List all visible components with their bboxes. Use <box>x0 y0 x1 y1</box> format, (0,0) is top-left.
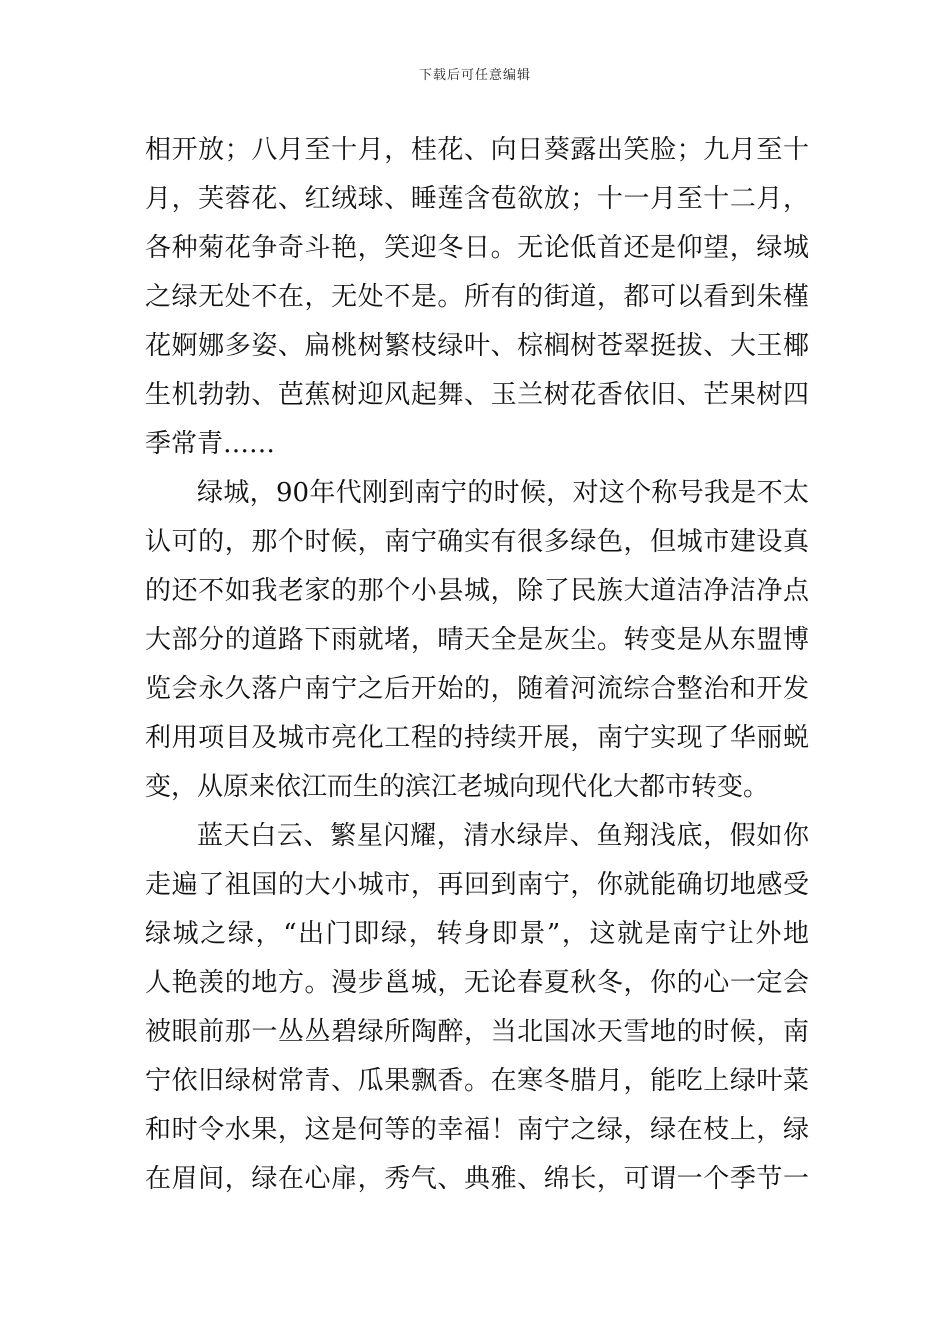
text-line: 大部分的道路下雨就堵，晴天全是灰尘。转变是从东盟博 <box>145 625 809 655</box>
text-line: 绿城之绿，“出门即绿，转身即景”，这就是南宁让外地 <box>145 919 809 949</box>
text-line: 在眉间，绿在心扉，秀气、典雅、绵长，可谓一个季节一 <box>145 1164 809 1194</box>
text-line: 认可的，那个时候，南宁确实有很多绿色，但城市建设真 <box>145 527 809 557</box>
text-line: 变，从原来依江而生的滨江老城向现代化大都市转变。 <box>145 772 770 802</box>
text-line: 花婀娜多姿、扁桃树繁枝绿叶、棕榈树苍翠挺拔、大王椰 <box>145 331 809 361</box>
page-header-note: 下载后可任意编辑 <box>418 68 531 83</box>
text-line: 人艳羡的地方。漫步邕城，无论春夏秋冬，你的心一定会 <box>145 968 809 998</box>
text-line: 和时令水果，这是何等的幸福！南宁之绿，绿在枝上，绿 <box>145 1115 809 1145</box>
document-body <box>145 126 809 1204</box>
text-line: 蓝天白云、繁星闪耀，清水绿岸、鱼翔浅底，假如你 <box>197 821 809 851</box>
text-line: 宁依旧绿树常青、瓜果飘香。在寒冬腊月，能吃上绿叶菜 <box>145 1066 809 1096</box>
text-line: 被眼前那一丛丛碧绿所陶醉，当北国冰天雪地的时候，南 <box>145 1017 809 1047</box>
text-line: 之绿无处不在，无处不是。所有的街道，都可以看到朱槿 <box>145 282 809 312</box>
text-line: 相开放；八月至十月，桂花、向日葵露出笑脸；九月至十 <box>145 135 809 165</box>
text-line: 月，芙蓉花、红绒球、睡莲含苞欲放；十一月至十二月， <box>145 184 809 214</box>
text-line: 的还不如我老家的那个小县城，除了民族大道洁净洁净点 <box>145 576 809 606</box>
text-line: 览会永久落户南宁之后开始的，随着河流综合整治和开发 <box>145 674 809 704</box>
text-line: 走遍了祖国的大小城市，再回到南宁，你就能确切地感受 <box>145 870 809 900</box>
paragraph-1 <box>145 126 809 469</box>
paragraph-2 <box>145 469 809 812</box>
text-line: 利用项目及城市亮化工程的持续开展，南宁实现了华丽蜕 <box>145 723 809 753</box>
text-line: 季常青…… <box>145 429 276 459</box>
text-line: 生机勃勃、芭蕉树迎风起舞、玉兰树花香依旧、芒果树四 <box>145 380 809 410</box>
text-line: 绿城，90年代刚到南宁的时候，对这个称号我是不太 <box>197 478 809 508</box>
text-line: 各种菊花争奇斗艳，笑迎冬日。无论低首还是仰望，绿城 <box>145 233 809 263</box>
paragraph-3 <box>145 812 809 1204</box>
